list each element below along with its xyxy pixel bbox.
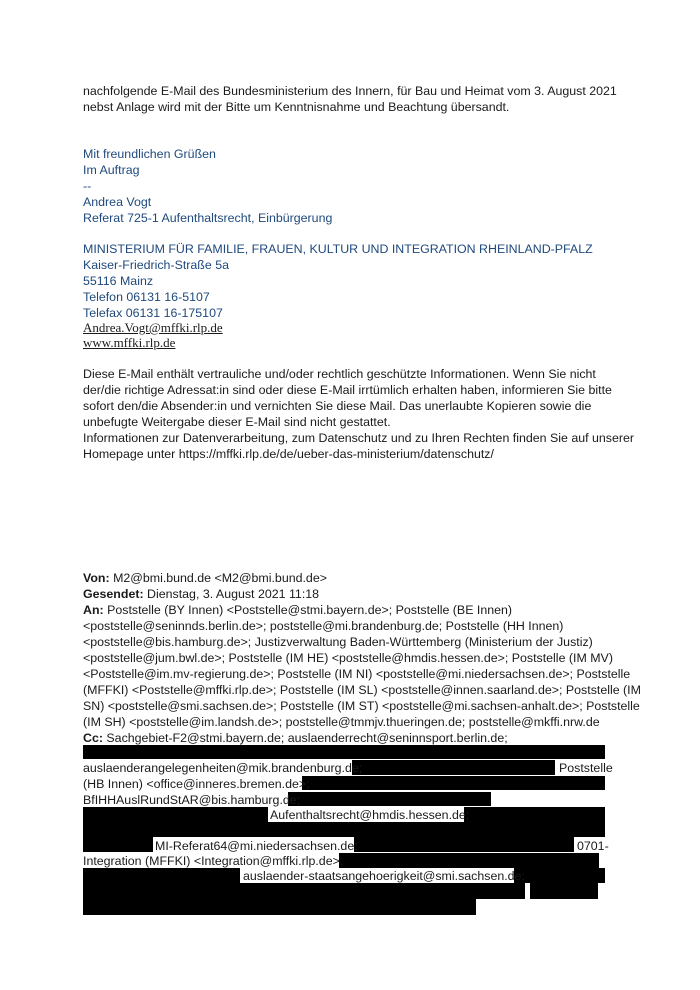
redaction-block — [302, 776, 605, 790]
cc-hessen: Aufenthaltsrecht@hmdis.hessen.de; — [270, 808, 470, 822]
to-label: An: — [83, 603, 104, 617]
redaction-block — [83, 899, 476, 915]
cc-first-line: Sachgebiet-F2@stmi.bayern.de; auslaenderrecht@seninnsport.berlin.de; — [106, 731, 508, 745]
signature-street: Kaiser-Friedrich-Straße 5a — [83, 258, 229, 272]
cc-bremen: (HB Innen) <office@inneres.bremen.de>; — [83, 777, 310, 791]
signature-name: Andrea Vogt — [83, 195, 152, 209]
signature-ministry: MINISTERIUM FÜR FAMILIE, FRAUEN, KULTUR UND INTEGRATION RHEINLAND-PFALZ — [83, 242, 593, 256]
from-label: Von: — [83, 571, 110, 585]
redaction-block — [288, 792, 491, 806]
header-cc — [83, 730, 508, 746]
redaction-block — [464, 807, 605, 822]
cc-label: Cc: — [83, 731, 103, 745]
signature-fax: Telefax 06131 16-175107 — [83, 306, 223, 320]
header-from — [83, 570, 327, 586]
redaction-block — [530, 883, 598, 899]
cc-integration: Integration (MFFKI) <Integration@mffki.rlp.de>; — [83, 854, 344, 868]
disclaimer-line-2: der/die richtige Adressat:in sind oder diese E-Mail irrtümlich erhalten haben, informieren Sie bitte — [83, 383, 612, 397]
to-line-5: <Poststelle@im.mv-regierung.de>; Poststelle (IM NI) <poststelle@mi.niedersachsen.de>; Poststelle — [83, 667, 631, 681]
signature-website-link[interactable]: www.mffki.rlp.de — [83, 335, 176, 350]
header-to — [83, 602, 512, 618]
disclaimer-line-1: Diese E-Mail enthält vertrauliche und/oder rechtlich geschützte Informationen. Wenn Sie nicht — [83, 367, 596, 381]
cc-sachsen: auslaender-staatsangehoerigkeit@smi.sachsen.de; — [243, 869, 525, 883]
signature-email-link[interactable]: Andrea.Vogt@mffki.rlp.de — [83, 320, 223, 335]
signature-greeting: Mit freundlichen Grüßen — [83, 147, 216, 161]
redaction-block — [83, 822, 605, 837]
cc-brandenburg: auslaenderangelegenheiten@mik.brandenburg.de; — [83, 761, 363, 775]
redaction-block — [514, 868, 605, 883]
disclaimer-line-6: Homepage unter https://mffki.rlp.de/de/ueber-das-ministerium/datenschutz/ — [83, 447, 494, 461]
to-line-6: (MFFKI) <Poststelle@mffki.rlp.de>; Poststelle (IM SL) <poststelle@innen.saarland.de>; Poststelle (IM — [83, 683, 641, 697]
disclaimer-line-3: sofort den/die Absender:in und vernichten Sie diese Mail. Das unerlaubte Kopieren sowie die — [83, 399, 592, 413]
to-line-7: SN) <poststelle@smi.sachsen.de>; Poststelle (IM ST) <poststelle@mi.sachsen-anhalt.de>; Poststelle — [83, 699, 640, 713]
signature-by-order: Im Auftrag — [83, 163, 140, 177]
cc-poststelle: Poststelle — [559, 761, 613, 775]
to-line-4: <poststelle@jum.bwl.de>; Poststelle (IM HE) <poststelle@hmdis.hessen.de>; Poststelle (IM MV) — [83, 651, 613, 665]
header-sent — [83, 586, 319, 602]
signature-separator: -- — [83, 179, 92, 193]
from-value: M2@bmi.bund.de <M2@bmi.bund.de> — [113, 571, 327, 585]
redaction-block — [354, 837, 574, 852]
signature-city: 55116 Mainz — [83, 274, 154, 288]
to-line-1: Poststelle (BY Innen) <Poststelle@stmi.bayern.de>; Poststelle (BE Innen) — [107, 603, 513, 617]
redaction-block — [83, 868, 240, 883]
redaction-block — [83, 837, 153, 852]
redaction-block — [83, 745, 605, 759]
signature-phone: Telefon 06131 16-5107 — [83, 290, 210, 304]
redaction-block — [339, 853, 599, 868]
cc-niedersachsen: MI-Referat64@mi.niedersachsen.de; — [155, 839, 358, 853]
redaction-block — [352, 760, 555, 775]
intro-line-1: nachfolgende E-Mail des Bundesministerium des Innern, für Bau und Heimat vom 3. August 2021 — [83, 84, 617, 98]
disclaimer-line-4: unbefugte Weitergabe dieser E-Mail sind nicht gestattet. — [83, 415, 391, 429]
intro-line-2: nebst Anlage wird mit der Bitte um Kenntnisnahme und Beachtung übersandt. — [83, 100, 510, 114]
cc-hamburg: BfIHHAuslRundStAR@bis.hamburg.de; — [83, 793, 301, 807]
signature-department: Referat 725-1 Aufenthaltsrecht, Einbürgerung — [83, 211, 333, 225]
to-line-3: <poststelle@bis.hamburg.de>; Justizverwaltung Baden-Württemberg (Ministerium der Justiz) — [83, 635, 593, 649]
cc-num: 0701- — [577, 839, 609, 853]
redaction-block — [83, 883, 525, 899]
redaction-block — [83, 807, 268, 822]
to-line-8: (IM SH) <poststelle@im.landsh.de>; poststelle@tmmjv.thueringen.de; poststelle@mkffi.nrw.de — [83, 715, 600, 729]
to-line-2: <poststelle@seninnds.berlin.de>; poststelle@mi.brandenburg.de; Poststelle (HH Innen) — [83, 619, 564, 633]
disclaimer-line-5: Informationen zur Datenverarbeitung, zum Datenschutz und zu Ihren Rechten finden Sie auf unserer — [83, 431, 635, 445]
sent-label: Gesendet: — [83, 587, 144, 601]
sent-value: Dienstag, 3. August 2021 11:18 — [147, 587, 320, 601]
